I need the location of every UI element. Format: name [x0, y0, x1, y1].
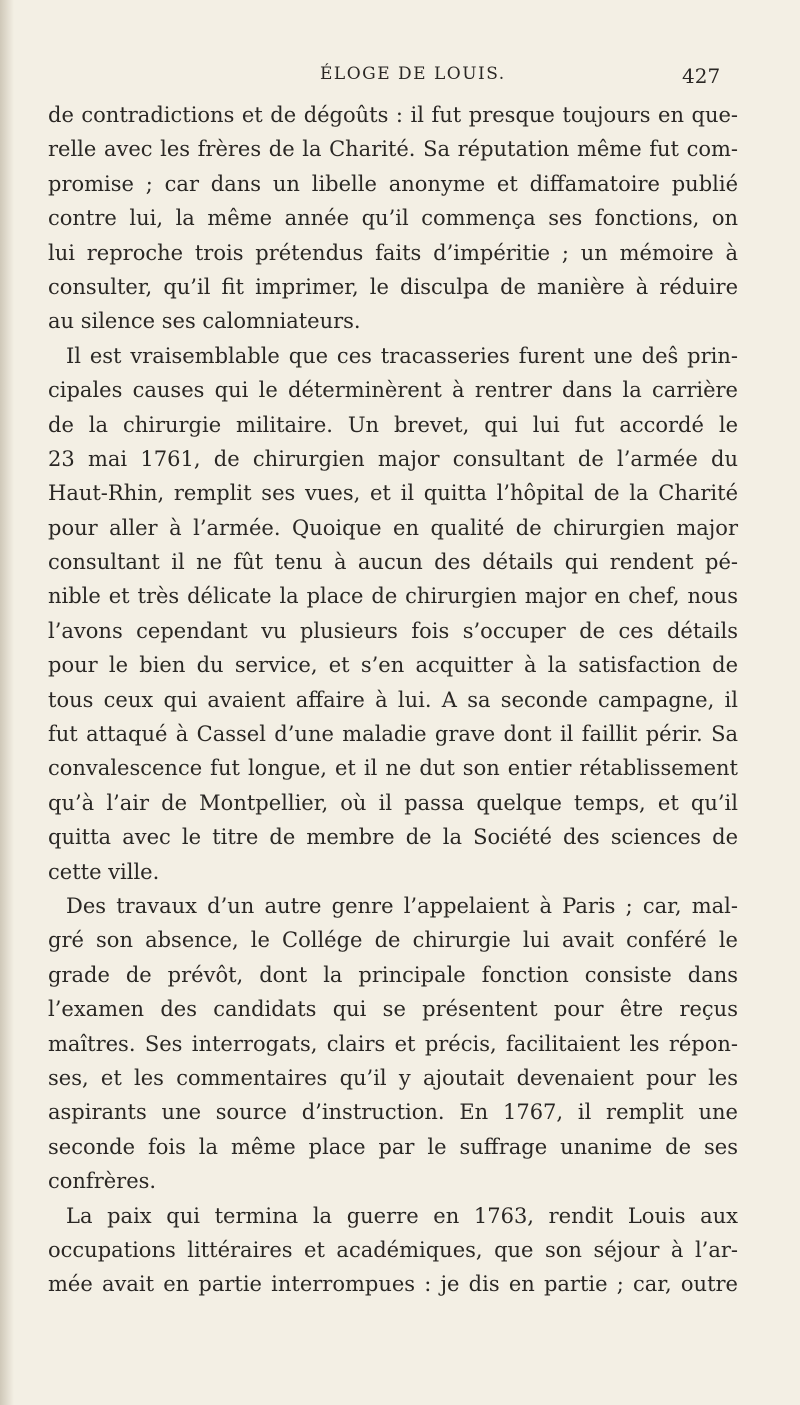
text-line: mée avait en partie interrompues : je dis en partie ; car, outre: [48, 1272, 738, 1297]
text-line: Haut-Rhin, remplit ses vues, et il quitta l’hôpital de la Charité: [48, 481, 738, 506]
text-line: contre lui, la même année qu’il commença ses fonctions, on: [48, 206, 738, 231]
text-line: grade de prévôt, dont la principale fonction consiste dans: [48, 962, 738, 987]
text-line: convalescence fut longue, et il ne dut son entier rétablissement: [48, 756, 738, 781]
running-title: ÉLOGE DE LOUIS.: [320, 64, 506, 84]
text-line: Il est vraisemblable que ces tracasseries furent une deŝ prin-: [66, 343, 738, 368]
text-line: seconde fois la même place par le suffrage unanime de ses: [48, 1134, 738, 1159]
text-line: consulter, qu’il fit imprimer, le disculpa de manière à réduire: [48, 274, 738, 299]
text-line: consultant il ne fût tenu à aucun des détails qui rendent pé-: [48, 550, 738, 575]
text-line: gré son absence, le Collége de chirurgie lui avait conféré le: [48, 928, 738, 953]
text-line: qu’à l’air de Montpellier, où il passa quelque temps, et qu’il: [48, 790, 738, 815]
text-line: tous ceux qui avaient affaire à lui. A sa seconde campagne, il: [48, 687, 738, 712]
text-line: l’examen des candidats qui se présentent pour être reçus: [48, 997, 738, 1022]
page-number: 427: [682, 64, 721, 88]
text-line: lui reproche trois prétendus faits d’impéritie ; un mémoire à: [48, 240, 738, 265]
text-line: l’avons cependant vu plusieurs fois s’occuper de ces détails: [48, 618, 738, 643]
text-line: maîtres. Ses interrogats, clairs et précis, facilitaient les répon-: [48, 1031, 738, 1056]
text-line: occupations littéraires et académiques, que son séjour à l’ar-: [48, 1237, 738, 1262]
text-line: Des travaux d’un autre genre l’appelaient à Paris ; car, mal-: [66, 893, 738, 918]
text-line: pour aller à l’armée. Quoique en qualité de chirurgien major: [48, 515, 738, 540]
text-line: de contradictions et de dégoûts : il fut presque toujours en que-: [48, 103, 738, 127]
text-line: pour le bien du service, et s’en acquitter à la satisfaction de: [48, 653, 738, 678]
text-line: au silence ses calomniateurs.: [48, 309, 361, 334]
text-line: cette ville.: [48, 859, 160, 884]
text-line: La paix qui termina la guerre en 1763, rendit Louis aux: [66, 1203, 738, 1228]
text-line: aspirants une source d’instruction. En 1767, il remplit une: [48, 1100, 738, 1125]
text-line: nible et très délicate la place de chirurgien major en chef, nous: [48, 584, 738, 609]
running-head: [0, 64, 800, 94]
text-line: quitta avec le titre de membre de la Société des sciences de: [48, 825, 738, 850]
text-line: de la chirurgie militaire. Un brevet, qui lui fut accordé le: [48, 412, 738, 437]
text-line: 23 mai 1761, de chirurgien major consultant de l’armée du: [48, 446, 738, 471]
text-line: relle avec les frères de la Charité. Sa réputation même fut com-: [48, 137, 738, 162]
text-line: ses, et les commentaires qu’il y ajoutait devenaient pour les: [48, 1065, 738, 1090]
text-line: confrères.: [48, 1169, 157, 1194]
text-line: cipales causes qui le déterminèrent à rentrer dans la carrière: [48, 378, 738, 403]
text-line: fut attaqué à Cassel d’une maladie grave dont il faillit périr. Sa: [48, 722, 738, 747]
body-text: [48, 98, 738, 1302]
text-line: promise ; car dans un libelle anonyme et diffamatoire publié: [48, 171, 738, 196]
